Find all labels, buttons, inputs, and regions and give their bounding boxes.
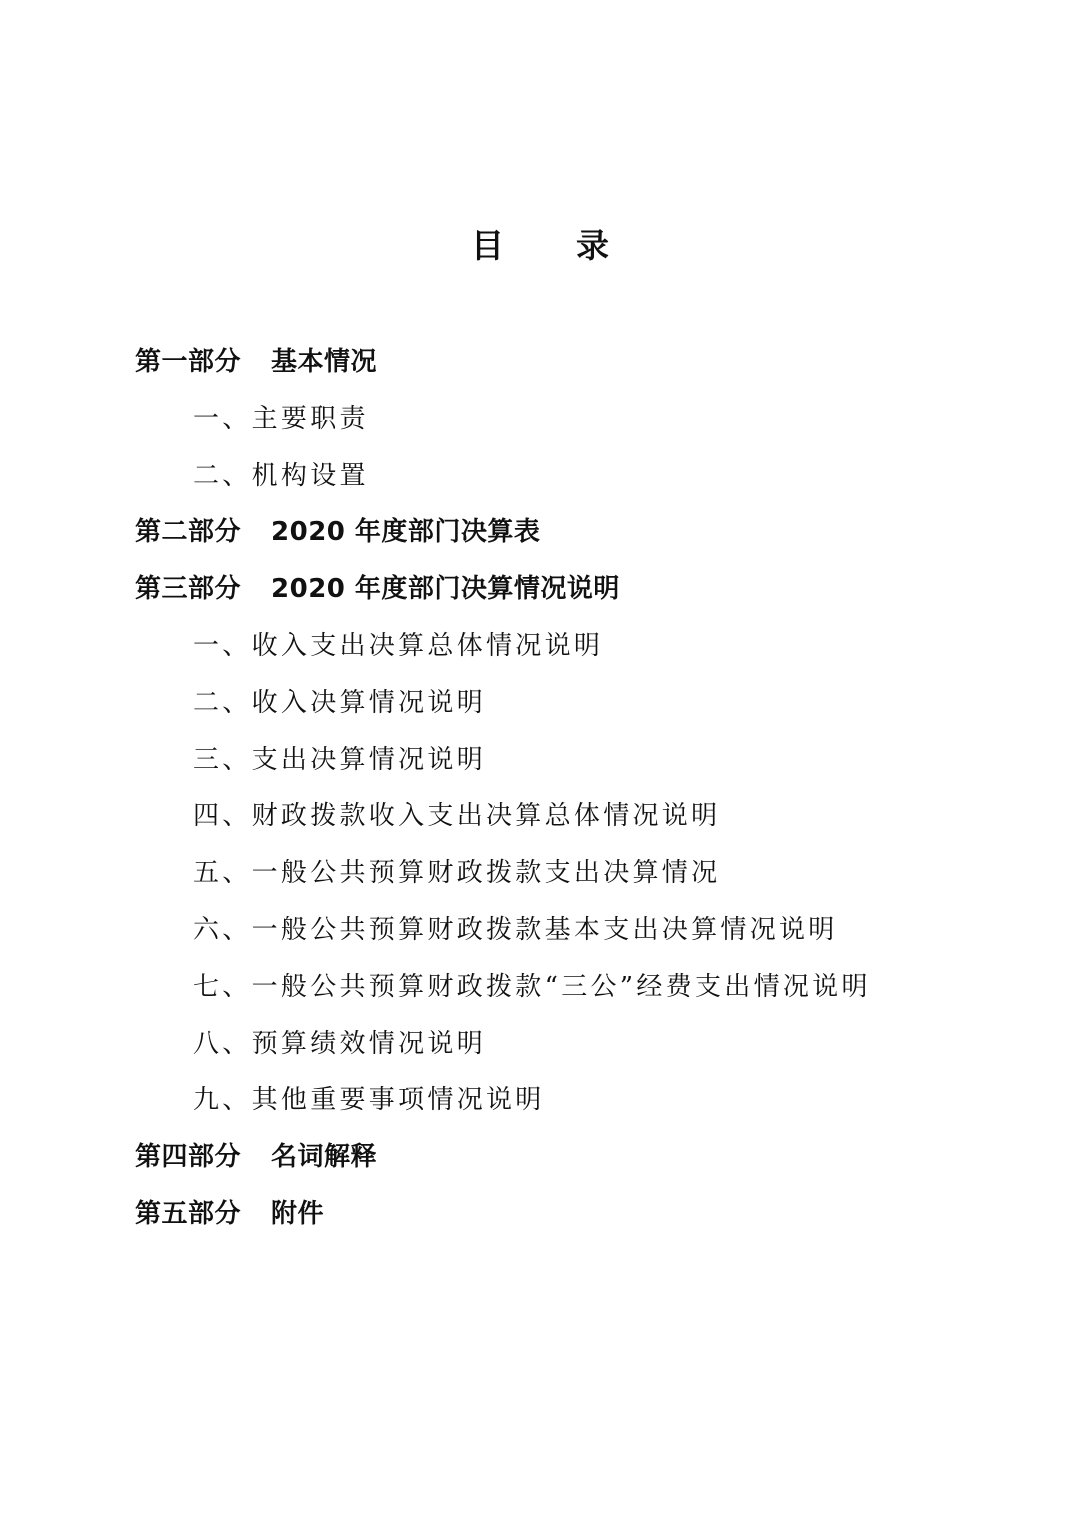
toc-part-label: 第五部分 (135, 1198, 242, 1229)
toc-item: 六、一般公共预算财政拨款基本支出决算情况说明 (193, 914, 838, 945)
toc-item: 二、机构设置 (193, 460, 369, 491)
toc-item: 二、收入决算情况说明 (193, 687, 487, 718)
toc-item: 五、一般公共预算财政拨款支出决算情况 (193, 858, 721, 889)
toc-part-title: 2020 年度部门决算表 (271, 517, 541, 548)
toc-part-title: 2020 年度部门决算情况说明 (271, 574, 620, 605)
table-of-contents (0, 334, 1080, 1243)
toc-item: 四、财政拨款收入支出决算总体情况说明 (193, 801, 721, 832)
toc-part-2 (0, 504, 1080, 561)
page-title-char-1: 目 (471, 226, 504, 265)
toc-part-5 (0, 1186, 1080, 1243)
toc-part-title: 名词解释 (271, 1142, 378, 1173)
toc-item: 八、预算绩效情况说明 (193, 1028, 487, 1059)
toc-item: 一、收入支出决算总体情况说明 (193, 630, 604, 661)
toc-part-label: 第四部分 (135, 1142, 242, 1173)
toc-item: 一、主要职责 (193, 403, 369, 434)
toc-part-label: 第三部分 (135, 574, 242, 605)
toc-part-title: 附件 (271, 1198, 325, 1229)
toc-item: 七、一般公共预算财政拨款“三公”经费支出情况说明 (193, 971, 871, 1002)
toc-part-3 (0, 561, 1080, 618)
toc-part-1 (0, 334, 1080, 391)
page-title (0, 222, 1080, 270)
page-title-char-2: 录 (576, 226, 609, 265)
toc-item: 三、支出决算情况说明 (193, 744, 487, 775)
toc-part-label: 第一部分 (135, 347, 242, 377)
toc-part-title: 基本情况 (271, 347, 378, 377)
toc-item: 九、其他重要事项情况说明 (193, 1085, 545, 1116)
toc-part-4 (0, 1129, 1080, 1186)
toc-part-label: 第二部分 (135, 517, 242, 548)
